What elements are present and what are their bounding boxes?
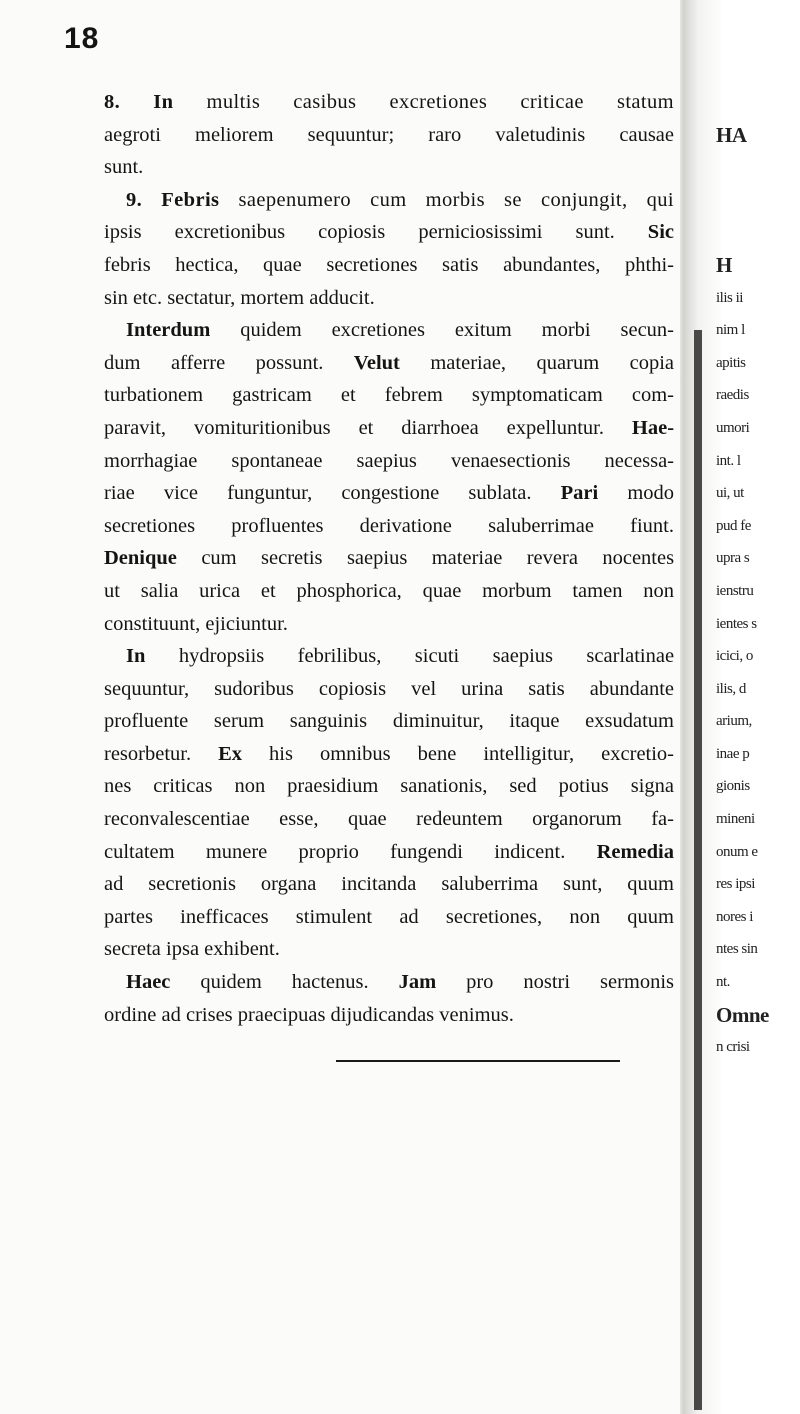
body-text [104, 86, 674, 1031]
paragraph-hydropsiis-line-4: resorbetur. Ex his omnibus bene intelligitur, excretio- [104, 742, 674, 765]
adjacent-fragment: ienstru [716, 582, 754, 599]
adjacent-fragment: upra s [716, 550, 750, 567]
paragraph-9-line-1 [104, 184, 674, 217]
paragraph-8-line-1: 8. In multis casibus excretiones criticae statum [104, 91, 674, 113]
adjacent-fragment: gionis [716, 778, 750, 795]
paragraph-hydropsiis-line-8: ad secretionis organa incitanda saluberrima sunt, quum [104, 873, 674, 896]
paragraph-interdum-line-8: Denique cum secretis saepius materiae revera nocentes [104, 547, 674, 570]
paragraph-hydropsiis-line-7: cultatem munere proprio fungendi indicent. Remedia [104, 840, 674, 863]
paragraph-interdum-line-2: dum afferre possunt. Velut materiae, quarum copia [104, 351, 674, 374]
paragraph-8-line-2: aegroti meliorem sequuntur; raro valetudinis causae [104, 123, 674, 146]
adjacent-fragment: inae p [716, 745, 750, 762]
paragraph-haec-line-2: ordine ad crises praecipuas dijudicandas venimus. [104, 1003, 514, 1026]
emphasis-word: Denique [104, 547, 177, 570]
paragraph-interdum-line-4: paravit, vomituritionibus et diarrhoea expelluntur. Hae- [104, 416, 674, 439]
paragraph-interdum-line-3: turbationem gastricam et febrem symptomaticam com- [104, 384, 674, 407]
paragraph-9-line-4: sin etc. sectatur, mortem adducit. [104, 286, 375, 309]
adjacent-fragment: HA [716, 122, 747, 147]
adjacent-fragment [716, 151, 796, 184]
paragraph-hydropsiis-line-3: profluente serum sanguinis diminuitur, itaque exsudatum [104, 710, 674, 733]
adjacent-fragment: ientes s [716, 615, 757, 632]
emphasis-word: Febris [161, 188, 220, 211]
paragraph-9-line-2: ipsis excretionibus copiosis perniciosissimi sunt. Sic [104, 221, 674, 244]
adjacent-fragment: umori [716, 419, 750, 436]
adjacent-fragment: H [716, 252, 732, 277]
adjacent-fragment: apitis [716, 354, 746, 371]
adjacent-fragment: nt. [716, 974, 730, 991]
adjacent-fragment: raedis [716, 387, 749, 404]
emphasis-word: Remedia [596, 840, 674, 863]
adjacent-fragment: res ipsi [716, 876, 755, 893]
paragraph-8-line-3: sunt. [104, 156, 144, 179]
paragraph-hydropsiis-line-2: sequuntur, sudoribus copiosis vel urina satis abundante [104, 677, 674, 700]
paragraph-9-line-3: febris hectica, quae secretiones satis abundantes, phthi- [104, 253, 674, 276]
paragraph-haec-line-1: Haec quidem hactenus. Jam pro nostri sermonis [126, 971, 674, 994]
paragraph-interdum-line-10: constituunt, ejiciuntur. [104, 612, 288, 635]
paragraph-hydropsiis-line-10: secreta ipsa exhibent. [104, 938, 280, 961]
paragraph-hydropsiis-line-9: partes inefficaces stimulent ad secretiones, non quum [104, 905, 674, 928]
adjacent-fragment [716, 184, 796, 217]
adjacent-page-text [716, 86, 796, 1064]
adjacent-fragment: ui, ut [716, 485, 744, 502]
paragraph-interdum-line-7: secretiones profluentes derivatione saluberrimae fiunt. [104, 514, 674, 537]
emphasis-word: Haec [126, 971, 171, 994]
adjacent-fragment: arium, [716, 713, 752, 730]
adjacent-fragment: ntes sin [716, 941, 758, 958]
emphasis-word: Pari [560, 482, 599, 505]
paragraph-hydropsiis-line-5: nes criticas non praesidium sanationis, sed potius signa [104, 775, 674, 798]
emphasis-word: Interdum [126, 319, 211, 342]
paragraph-hydropsiis-line-6: reconvalescentiae esse, quae redeuntem organorum fa- [104, 808, 674, 831]
adjacent-fragment: nim l [716, 322, 745, 339]
emphasis-word: In [153, 91, 174, 113]
page-edge-shadow [694, 330, 702, 1410]
paragraph-interdum-line-9: ut salia urica et phosphorica, quae morbum tamen non [104, 579, 674, 602]
paragraph-hydropsiis-line-1: In hydropsiis febrilibus, sicuti saepius scarlatinae [126, 645, 674, 668]
adjacent-fragment [716, 216, 796, 249]
paragraph-interdum-line-5: morrhagiae spontaneae saepius venaesectionis necessa- [104, 449, 674, 472]
adjacent-fragment: Omne [716, 1002, 769, 1027]
section-number: 9. [126, 188, 143, 211]
emphasis-word: Ex [218, 742, 243, 765]
emphasis-word: Hae- [631, 416, 674, 439]
paragraph-interdum-line-6: riae vice funguntur, congestione sublata. Pari modo [104, 482, 674, 505]
adjacent-fragment: onum e [716, 843, 758, 860]
adjacent-fragment: pud fe [716, 517, 751, 534]
paragraph-interdum-line-1: Interdum quidem excretiones exitum morbi secun- [126, 319, 674, 342]
emphasis-word: Velut [353, 351, 400, 374]
adjacent-fragment: nores i [716, 908, 753, 925]
adjacent-fragment: n crisi [716, 1039, 750, 1056]
section-divider-rule [336, 1060, 620, 1062]
emphasis-word: In [126, 645, 146, 668]
adjacent-fragment: icici, o [716, 648, 753, 665]
emphasis-word: Jam [398, 971, 437, 994]
section-number: 8. [104, 91, 121, 113]
adjacent-fragment: mineni [716, 811, 755, 828]
adjacent-fragment: ilis, d [716, 680, 746, 697]
adjacent-fragment: ilis ii [716, 289, 743, 306]
adjacent-fragment [716, 86, 796, 119]
section-text: Febris saepenumero cum morbis se conjungit, qui [161, 188, 674, 211]
adjacent-fragment: int. l [716, 452, 741, 469]
page-number: 18 [64, 22, 100, 55]
emphasis-word: Sic [647, 221, 674, 244]
